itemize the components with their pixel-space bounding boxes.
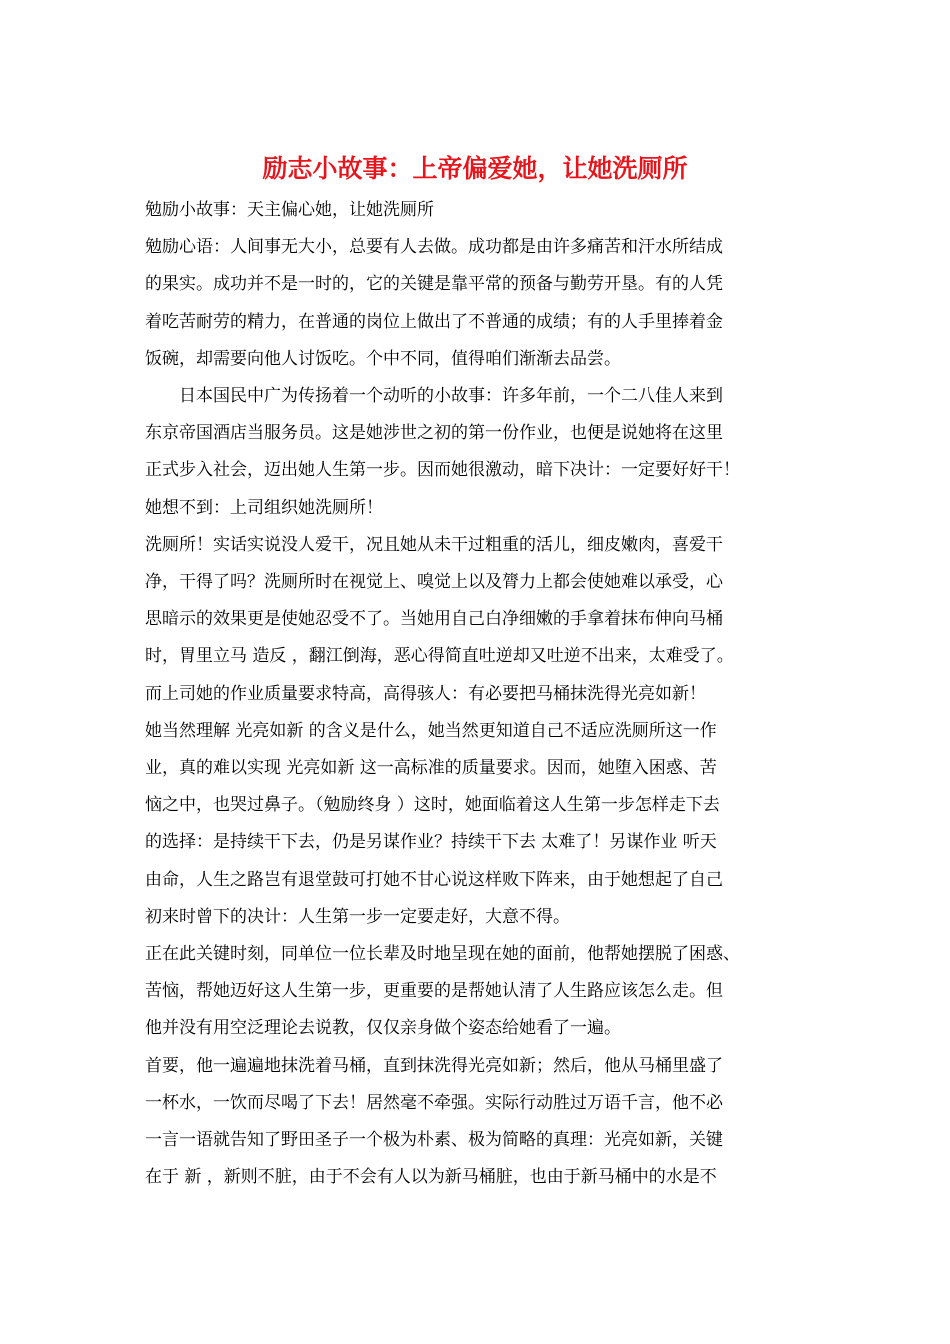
body-line: 正在此关键时刻，同单位一位长辈及时地呈现在她的面前，他帮她摆脱了困惑、 [145, 944, 740, 964]
body-line: 她想不到：上司组织她洗厕所！ [145, 497, 383, 518]
body-line: 业，真的难以实现 光亮如新 这一高标准的质量要求。因而，她堕入困惑、苦 [145, 758, 717, 778]
body-line: 净，干得了吗？洗厕所时在视觉上、嗅觉上以及膂力上都会使她难以承受，心 [145, 572, 723, 592]
body-line: 而上司她的作业质量要求特高，高得骇人：有必要把马桶抹洗得光亮如新！ [145, 683, 706, 704]
body-line: 着吃苦耐劳的精力，在普通的岗位上做出了不普通的成绩；有的人手里捧着金 [145, 311, 723, 332]
body-line: 苦恼，帮她迈好这人生第一步，更重要的是帮她认清了人生路应该怎么走。但 [145, 981, 723, 1002]
body-line: 东京帝国酒店当服务员。这是她涉世之初的第一份作业，也便是说她将在这里 [145, 423, 723, 444]
body-line: 洗厕所！实话实说没人爱干，况且她从未干过粗重的活儿，细皮嫩肉，喜爱干 [145, 534, 723, 555]
body-line: 由命，人生之路岂有退堂鼓可打她不甘心说这样败下阵来，由于她想起了自己 [145, 869, 723, 890]
body-line: 首要，他一遍遍地抹洗着马桶，直到抹洗得光亮如新；然后，他从马桶里盛了 [145, 1055, 723, 1076]
body-line: 初来时曾下的决计：人生第一步一定要走好，大意不得。 [145, 906, 570, 927]
body-line: 正式步入社会，迈出她人生第一步。因而她很激动，暗下决计：一定要好好干！ [145, 460, 740, 481]
body-line: 她当然理解 光亮如新 的含义是什么，她当然更知道自己不适应洗厕所这一作 [145, 720, 717, 741]
body-line: 的果实。成功并不是一时的，它的关键是靠平常的预备与勤劳开垦。有的人凭 [145, 274, 723, 295]
body-line: 勉励小故事：天主偏心她，让她洗厕所 [145, 200, 434, 220]
body-line: 的选择：是持续干下去，仍是另谋作业？持续干下去 太难了！另谋作业 听天 [145, 832, 717, 853]
body-line: 他并没有用空泛理论去说教，仅仅亲身做个姿态给她看了一遍。 [145, 1018, 621, 1039]
document-title: 励志小故事：上帝偏爱她，让她洗厕所 [262, 154, 688, 183]
body-line: 时，胃里立马 造反 ，翻江倒海，恶心得简直吐逆却又吐逆不出来，太难受了。 [145, 646, 734, 667]
body-line: 勉励心语：人间事无大小，总要有人去做。成功都是由许多痛苦和汗水所结成 [145, 237, 723, 258]
body-line: 思暗示的效果更是使她忍受不了。当她用自己白净细嫩的手拿着抹布伸向马桶 [145, 609, 723, 630]
body-line: 饭碗，却需要向他人讨饭吃。个中不同，值得咱们渐渐去品尝。 [145, 348, 621, 369]
body-line: 一言一语就告知了野田圣子一个极为朴素、极为简略的真理：光亮如新，关键 [145, 1130, 723, 1150]
body-line: 在于 新 ，新则不脏，由于不会有人以为新马桶脏，也由于新马桶中的水是不 [145, 1167, 717, 1188]
body-line: 恼之中，也哭过鼻子。（勉励终身 ）这时，她面临着这人生第一步怎样走下去 [145, 795, 720, 816]
body-line: 一杯水，一饮而尽喝了下去！居然毫不牵强。实际行动胜过万语千言，他不必 [145, 1092, 723, 1113]
body-line: 日本国民中广为传扬着一个动听的小故事：许多年前，一个二八佳人来到 [145, 386, 723, 406]
